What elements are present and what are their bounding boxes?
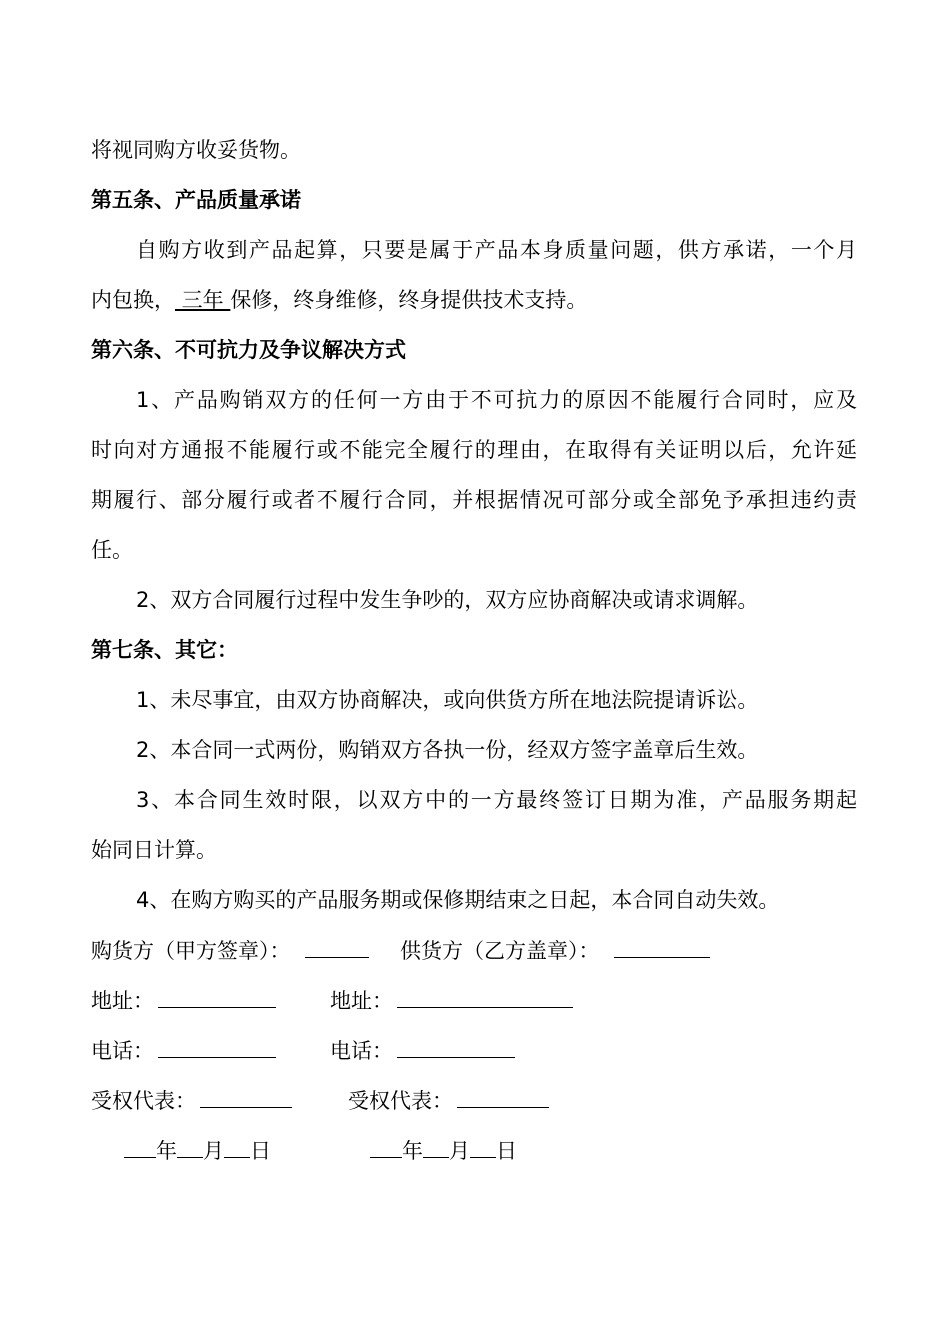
buyer-rep-row [91, 1085, 292, 1116]
seller-date-row [370, 1135, 517, 1166]
seller-address-blank[interactable] [397, 985, 573, 1008]
year-blank[interactable] [370, 1135, 402, 1158]
day-blank[interactable] [470, 1135, 496, 1158]
buyer-label: 购货方（甲方签章）： [91, 939, 291, 963]
month-label: 月 [203, 1139, 224, 1163]
buyer-phone-blank[interactable] [158, 1035, 276, 1058]
buyer-address-blank[interactable] [158, 985, 276, 1008]
seller-label: 供货方（乙方盖章）： [400, 939, 600, 963]
rep-label: 受权代表： [348, 1089, 453, 1113]
buyer-signature-row [91, 935, 369, 966]
seller-rep-blank[interactable] [457, 1085, 549, 1108]
paragraph-text: 自购方收到产品起算，只要是属于产品本身质量问题，供方承诺，一个月 [136, 238, 857, 262]
paragraph-text: 期履行、部分履行或者不履行合同，并根据情况可部分或全部免予承担违约责 [91, 488, 857, 512]
section-heading-7: 第七条、其它： [91, 638, 238, 662]
buyer-phone-row [91, 1035, 276, 1066]
seller-signature-blank[interactable] [614, 935, 710, 958]
paragraph-text: 2、双方合同履行过程中发生争吵的，双方应协商解决或请求调解。 [136, 588, 759, 612]
seller-signature-row [400, 935, 710, 966]
seller-phone-row [330, 1035, 515, 1066]
paragraph-text: 时向对方通报不能履行或不能完全履行的理由，在取得有关证明以后，允许延 [91, 438, 857, 462]
section-heading-5: 第五条、产品质量承诺 [91, 188, 301, 212]
warranty-years: 三年 [175, 288, 231, 312]
paragraph-text: 任。 [91, 538, 133, 562]
seller-address-row [330, 985, 573, 1016]
paragraph-text: 1、未尽事宜，由双方协商解决，或向供货方所在地法院提请诉讼。 [136, 688, 759, 712]
paragraph-text: 3、本合同生效时限，以双方中的一方最终签订日期为准，产品服务期起 [136, 788, 857, 812]
buyer-signature-blank[interactable] [305, 935, 369, 958]
section-heading-6: 第六条、不可抗力及争议解决方式 [91, 338, 406, 362]
paragraph-text: 内包换， [91, 288, 175, 312]
rep-label: 受权代表： [91, 1089, 196, 1113]
month-label: 月 [449, 1139, 470, 1163]
month-blank[interactable] [177, 1135, 203, 1158]
seller-rep-row [348, 1085, 549, 1116]
address-label: 地址： [91, 989, 154, 1013]
year-label: 年 [402, 1139, 423, 1163]
year-blank[interactable] [124, 1135, 156, 1158]
month-blank[interactable] [423, 1135, 449, 1158]
phone-label: 电话： [91, 1039, 154, 1063]
day-label: 日 [496, 1139, 517, 1163]
address-label: 地址： [330, 989, 393, 1013]
buyer-date-row [124, 1135, 271, 1166]
paragraph-text: 始同日计算。 [91, 838, 217, 862]
buyer-rep-blank[interactable] [200, 1085, 292, 1108]
buyer-address-row [91, 985, 276, 1016]
day-label: 日 [250, 1139, 271, 1163]
paragraph-text: 2、本合同一式两份，购销双方各执一份，经双方签字盖章后生效。 [136, 738, 759, 762]
paragraph-text: 1、产品购销双方的任何一方由于不可抗力的原因不能履行合同时，应及 [136, 388, 857, 412]
paragraph-text: 4、在购方购买的产品服务期或保修期结束之日起，本合同自动失效。 [136, 888, 780, 912]
year-label: 年 [156, 1139, 177, 1163]
day-blank[interactable] [224, 1135, 250, 1158]
seller-phone-blank[interactable] [397, 1035, 515, 1058]
phone-label: 电话： [330, 1039, 393, 1063]
paragraph-text: 将视同购方收妥货物。 [91, 138, 301, 162]
paragraph-text: 保修，终身维修，终身提供技术支持。 [230, 288, 588, 312]
paragraph-text [91, 285, 587, 315]
